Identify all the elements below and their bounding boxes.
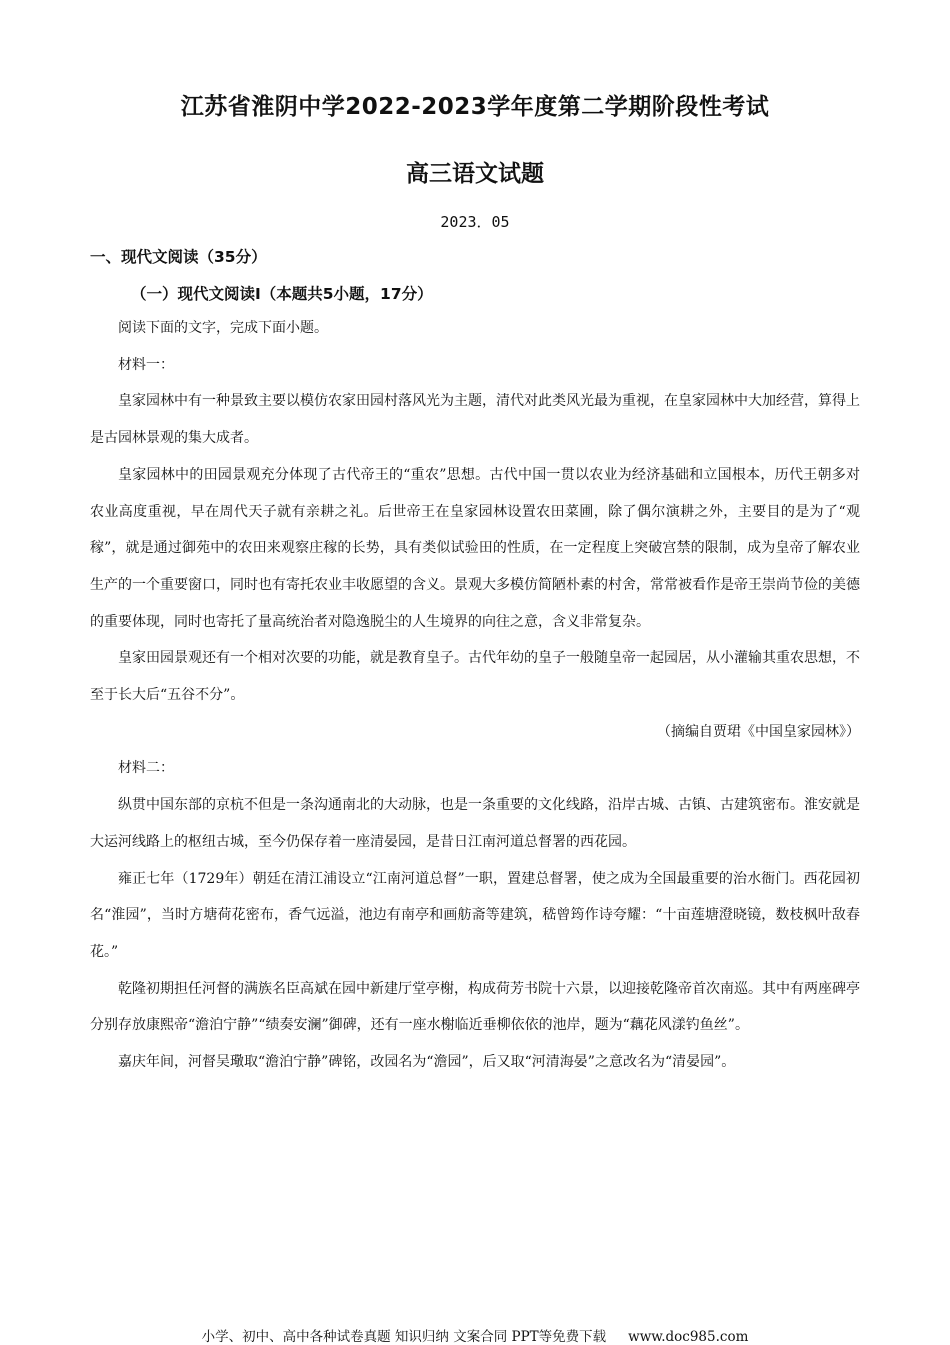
exam-subtitle: 高三语文试题 bbox=[406, 161, 544, 187]
material-label: 材料一： bbox=[118, 356, 174, 373]
material-label: 材料二： bbox=[118, 760, 174, 777]
paragraph: 皇家田园景观还有一个相对次要的功能，就是教育皇子。古代年幼的皇子一般随皇帝一起园居，从小灌输其重农思想，不至于长大后“五谷不分”。 bbox=[90, 650, 860, 704]
instruction-paragraph: 阅读下面的文字，完成下面小题。 bbox=[118, 320, 328, 336]
paragraph: 纵贯中国东部的京杭不但是一条沟通南北的大动脉，也是一条重要的文化线路，沿岸古城、古镇、古建筑密布。淮安就是大运河线路上的枢纽古城，至今仍保存着一座清晏园，是昔日江南河道总督署的西花园。 bbox=[90, 797, 860, 850]
reading-passage bbox=[90, 310, 860, 1081]
footer-url[interactable]: www.doc985.com bbox=[628, 1329, 749, 1345]
page-footer bbox=[0, 1325, 950, 1345]
footer-text: 小学、初中、高中各种试卷真题 知识归纳 文案合同 PPT等免费下载 bbox=[201, 1329, 607, 1345]
subsection-heading: （一）现代文阅读Ⅰ（本题共5小题，17分） bbox=[131, 285, 433, 303]
paragraph: 乾隆初期担任河督的满族名臣高斌在园中新建厅堂亭榭，构成荷芳书院十六景，以迎接乾隆帝首次南巡。其中有两座碑亭分别存放康熙帝“澹泊宁静”“绩奏安澜”御碑，还有一座水榭临近垂柳依依的池岸，题为“藕花风漾钓鱼丝”。 bbox=[90, 980, 860, 1034]
section-heading: 一、现代文阅读（35分） bbox=[90, 248, 267, 266]
exam-title: 江苏省淮阴中学2022-2023学年度第二学期阶段性考试 bbox=[180, 94, 770, 120]
source-citation: （摘编自贾珺《中国皇家园林》） bbox=[657, 723, 860, 740]
paragraph: 雍正七年（1729年）朝廷在清江浦设立“江南河道总督”一职，置建总督署，使之成为全国最重要的治水衙门。西花园初名“淮园”，当时方塘荷花密布，香气远溢，池边有南亭和画舫斋等建筑，嵇曾筠作诗夸耀：“十亩莲塘澄晓镜，数枝枫叶敌春花。” bbox=[90, 870, 860, 960]
paragraph: 皇家园林中有一种景致主要以模仿农家田园村落风光为主题，清代对此类风光最为重视，在皇家园林中大加经营，算得上是古园林景观的集大成者。 bbox=[90, 393, 860, 447]
exam-date: 2023．05 bbox=[440, 213, 510, 231]
paragraph: 嘉庆年间，河督吴璥取“澹泊宁静”碑铭，改园名为“澹园”，后又取“河清海晏”之意改名为“清晏园”。 bbox=[118, 1054, 736, 1071]
paragraph: 皇家园林中的田园景观充分体现了古代帝王的“重农”思想。古代中国一贯以农业为经济基础和立国根本，历代王朝多对农业高度重视，早在周代天子就有亲耕之礼。后世帝王在皇家园林设置农田菜圃，除了偶尔演耕之外，主要目的是为了“观稼”，就是通过御苑中的农田来观察庄稼的长势，具有类似试验田的性质，在一定程度上突破宫禁的限制，成为皇帝了解农业生产的一个重要窗口，同时也有寄托农业丰收愿望的含义。景观大多模仿简陋朴素的村舍，常常被看作是帝王崇尚节俭的美德的重要体现，同时也寄托了量高统治者对隐逸脱尘的人生境界的向往之意，含义非常复杂。 bbox=[90, 466, 860, 630]
